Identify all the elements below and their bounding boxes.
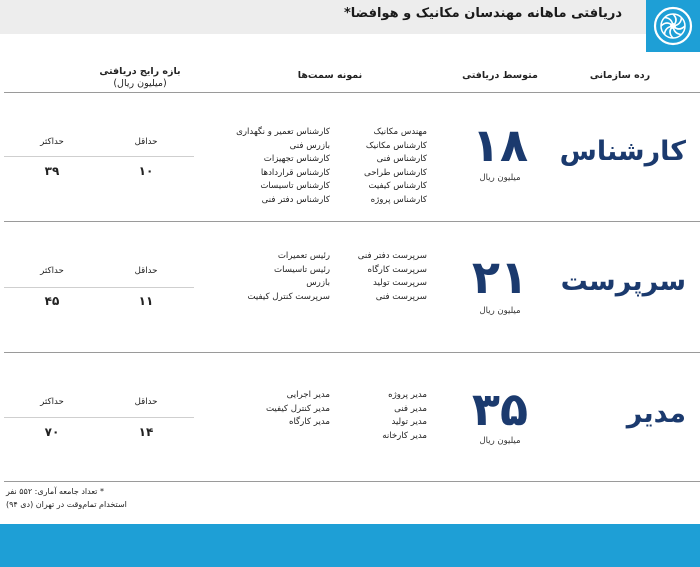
min-value: ۱۱ [138, 294, 154, 308]
position-item: کارشناس قراردادها [260, 167, 330, 178]
position-item: کارشناس تعمیر و نگهداری [236, 127, 330, 137]
footnote-scope: استخدام تمام‌وقت در تهران (دی ۹۴) [6, 500, 127, 509]
position-item: کارشناس فنی [376, 154, 427, 165]
average-value: ۱۸ [471, 118, 529, 172]
logo [646, 0, 700, 52]
header-range-unit: (میلیون ریال) [113, 78, 167, 89]
position-item: کارشناس پروژه [370, 194, 427, 205]
positions-column-2 [247, 250, 330, 304]
position-item: مدیر کنترل کیفیت [265, 403, 330, 414]
positions-column-1 [382, 389, 427, 443]
position-item: بازرس [306, 278, 330, 289]
position-item: کارشناس دفتر فنی [261, 194, 330, 205]
position-item: مدیر کارخانه [382, 430, 427, 441]
max-label: حداکثر [40, 137, 64, 147]
position-item: مدیر تولید [391, 417, 427, 428]
position-item: مدیر فنی [394, 403, 427, 414]
position-item: مهندس مکانیک [373, 127, 427, 137]
positions-column-1 [364, 126, 427, 208]
position-item: مدیر اجرایی [286, 390, 330, 400]
header-rank: رده سازمانی [589, 70, 651, 81]
header-average: متوسط دریافتی [462, 70, 538, 81]
min-value: ۱۴ [138, 425, 154, 439]
footnote-sample-size: * تعداد جامعه آماری: ۵۵۲ نفر [6, 487, 104, 496]
max-label: حداکثر [40, 397, 64, 407]
rank-label: سرپرست [560, 266, 686, 297]
position-item: مدیر کارگاه [288, 417, 330, 428]
turbine-fan-icon [653, 6, 693, 46]
divider [4, 92, 700, 93]
position-item: کارشناس مکانیک [365, 140, 427, 151]
sub-divider [4, 156, 194, 157]
max-value: ۷۰ [44, 425, 60, 439]
positions-column-2 [236, 126, 330, 208]
position-item: سرپرست کنترل کیفیت [247, 291, 330, 302]
min-label: حداقل [134, 397, 158, 407]
position-item: سرپرست تولید [372, 278, 427, 289]
position-item: کارشناس کیفیت [368, 181, 427, 192]
page-title: دریافتی ماهانه مهندسان مکانیک و هوافضا* [343, 6, 622, 21]
position-item: سرپرست فنی [375, 291, 427, 302]
header-range-title: بازه رایج دریافتی [99, 66, 181, 77]
average-value: ۳۵ [471, 382, 529, 436]
max-value: ۴۵ [44, 294, 60, 308]
position-item: مدیر پروژه [388, 390, 427, 400]
header-range [40, 66, 240, 90]
sub-divider [4, 287, 194, 288]
average-value: ۲۱ [471, 250, 529, 304]
rank-label: مدیر [626, 398, 686, 429]
position-item: کارشناس تجهیزات [263, 154, 330, 165]
min-label: حداقل [134, 266, 158, 276]
position-item: کارشناس طراحی [364, 167, 427, 178]
min-label: حداقل [134, 137, 158, 147]
positions-column-2 [266, 389, 330, 430]
divider [4, 221, 700, 222]
positions-column-1 [358, 250, 427, 304]
position-item: رئیس تاسیسات [273, 264, 330, 275]
average-unit: میلیون ریال [479, 306, 521, 316]
bottom-bar [0, 524, 700, 567]
min-value: ۱۰ [138, 164, 154, 178]
divider [4, 481, 700, 482]
max-value: ۳۹ [44, 164, 60, 178]
header-positions: نمونه سمت‌ها [297, 70, 363, 81]
average-unit: میلیون ریال [479, 436, 521, 446]
rank-label: کارشناس [559, 136, 686, 167]
divider [4, 352, 700, 353]
position-item: سرپرست دفتر فنی [357, 251, 427, 261]
position-item: رئیس تعمیرات [277, 251, 330, 261]
max-label: حداکثر [40, 266, 64, 276]
average-unit: میلیون ریال [479, 173, 521, 183]
sub-divider [4, 417, 194, 418]
position-item: سرپرست کارگاه [367, 264, 427, 275]
position-item: کارشناس تاسیسات [260, 181, 330, 192]
position-item: بازرس فنی [289, 140, 330, 151]
